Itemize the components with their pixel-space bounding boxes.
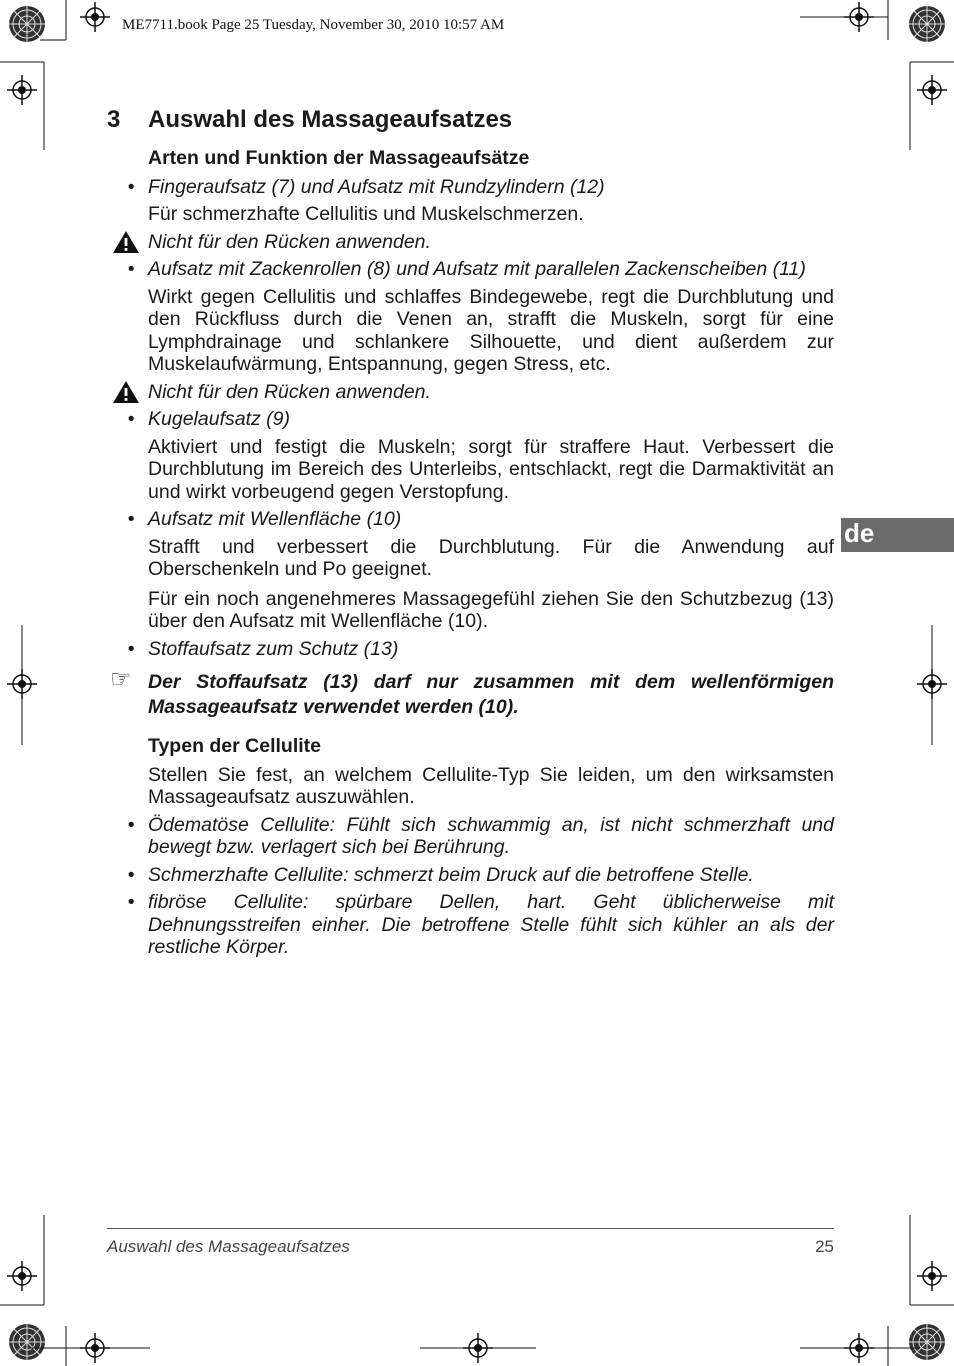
bullet: • [127,508,135,530]
warning-icon [112,230,140,254]
subheading-types-functions: Arten und Funktion der Massageaufsätze [148,147,530,169]
bullet: • [127,258,135,280]
list-item-title: • Aufsatz mit Wellenfläche (10) [148,508,834,531]
list-item-title: • Aufsatz mit Zackenrollen (8) und Aufsatz mit parallelen Zackenscheiben (11) [148,258,834,281]
warning-icon [112,380,140,404]
section-title [107,106,512,134]
warning-line: Nicht für den Rücken anwenden. [148,381,834,404]
list-item: • fibröse Cellulite: spürbare Dellen, hart. Geht üblicherweise mit Dehnungsstreifen einher. Die betroffene Stelle fühlt sich kühler an als der restliche Körper. [148,891,834,959]
list-item-desc: Aktiviert und festigt die Muskeln; sorgt für straffere Haut. Verbessert die Durchblutung im Bereich des Unterleibs, entschlackt, regt die Darmaktivität an und wirkt vorbeugend gegen Verstopfung. [148,435,834,503]
cellulite-intro: Stellen Sie fest, an welchem Cellulite-Typ Sie leiden, um den wirksamsten Massageaufsatz auszuwählen. [148,763,834,808]
list-item-title: • Kugelaufsatz (9) [148,408,834,431]
print-header: ME7711.book Page 25 Tuesday, November 30, 2010 10:57 AM [122,17,505,33]
list-item-title: • Stoffaufsatz zum Schutz (13) [148,638,834,661]
footer-chapter: Auswahl des Massageaufsatzes [107,1237,350,1256]
language-tab: de [841,518,954,552]
bullet: • [127,175,135,198]
list-item-desc: Strafft und verbessert die Durchblutung. Für die Anwendung auf Oberschenkeln und Po geeignet. [148,535,834,580]
pointing-hand-icon: ☞ [110,665,132,693]
list-item-desc: Für schmerzhafte Cellulitis und Muskelschmerzen. [148,203,584,225]
bullet: • [127,637,135,660]
list-item-desc: Für ein noch angenehmeres Massagegefühl ziehen Sie den Schutzbezug (13) über den Aufsatz mit Wellenfläche (10). [148,587,834,632]
list-item-desc: Wirkt gegen Cellulitis und schlaffes Bindegewebe, regt die Durchblutung und den Rückfluss durch die Venen an, strafft die Muskeln, sorgt für eine Lymphdrainage und schlankere Silhouette, und dient außerdem zur Muskelaufwärmung, Entspannung, gegen Stress, etc. [148,285,834,375]
list-item: • Ödematöse Cellulite: Fühlt sich schwammig an, ist nicht schmerzhaft und bewegt bzw. verlagert sich bei Berührung. [148,814,834,859]
subheading-cellulite-types: Typen der Cellulite [148,735,322,757]
section-title-text: Auswahl des Massageaufsatzes [148,106,513,133]
list-item-title: • Fingeraufsatz (7) und Aufsatz mit Rundzylindern (12) [148,176,834,199]
list-item: • Schmerzhafte Cellulite: schmerzt beim Druck auf die betroffene Stelle. [148,864,834,887]
note-line: ☞ Der Stoffaufsatz (13) darf nur zusammen mit dem wellenförmigen Massageaufsatz verwendet werden (10). [110,665,834,718]
warning-line: Nicht für den Rücken anwenden. [148,231,834,254]
page-number: 25 [815,1237,834,1256]
main-content [110,147,834,959]
bullet: • [127,891,135,913]
section-number: 3 [107,106,121,133]
bullet: • [127,408,135,430]
footer-divider [107,1228,834,1229]
bullet: • [127,813,135,836]
bullet: • [127,863,135,886]
